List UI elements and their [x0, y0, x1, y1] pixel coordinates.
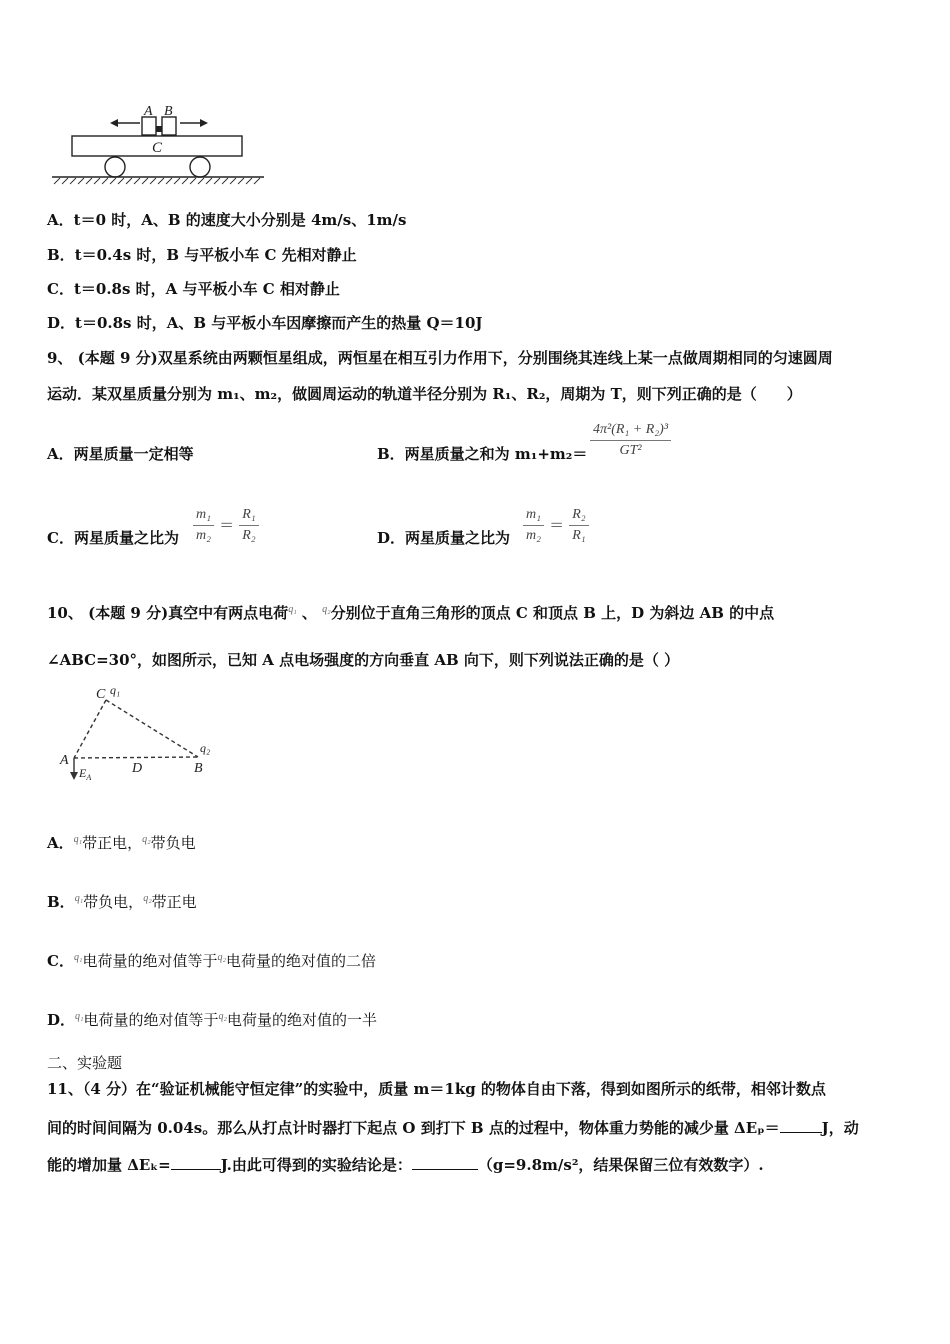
q10-option-c-p2: 电荷量的绝对值的二倍 — [225, 952, 376, 970]
arrow-right-head — [200, 119, 208, 127]
field-arrow-head — [70, 772, 78, 780]
q11-blank-2[interactable] — [171, 1153, 221, 1170]
side-ab — [74, 757, 198, 758]
fig-label-ea: $E_A$ — [79, 766, 92, 782]
q9-option-b-denominator: GT² — [619, 443, 642, 458]
q11-line3-a: 能的增加量 ΔEₖ= — [47, 1156, 171, 1174]
q8-option-c-text: t＝0.8s 时，A 与平板小车 C 相对静止 — [73, 280, 340, 298]
label-a: A — [144, 104, 153, 119]
q10-stem-suffix: 分别位于直角三角形的顶点 C 和顶点 B 上，D 为斜边 AB 的中点 — [330, 604, 775, 622]
q10-option-c-letter: C． — [47, 952, 74, 970]
q10-stem-line1 — [47, 600, 774, 623]
q10-option-c — [47, 948, 376, 971]
side-cb — [106, 700, 198, 757]
q10-option-a-q2: q₂ — [142, 834, 151, 845]
q8-option-a-letter: A． — [47, 211, 74, 229]
fig-label-a: A — [60, 753, 69, 768]
q8-option-b-letter: B． — [47, 246, 75, 264]
fig-label-q1: q₁ — [110, 683, 121, 697]
q11-line2 — [47, 1116, 859, 1138]
q10-option-a — [47, 830, 196, 853]
q10-option-b-letter: B． — [47, 893, 75, 911]
fig-label-c: C — [96, 687, 106, 702]
q9-stem-line2: 运动．某双星质量分别为 m₁、m₂，做圆周运动的轨道半径分别为 R₁、R₂，周期为 T，则下列正确的是（ ） — [47, 385, 802, 403]
q11-line1: 11、（4 分）在“验证机械能守恒定律”的实验中，质量 m＝1kg 的物体自由下落，得到如图所示的纸带，相邻计数点 — [47, 1080, 826, 1098]
q10-option-b — [47, 889, 197, 912]
q8-option-d-text: t＝0.8s 时，A、B 与平板小车因摩擦而产生的热量 Q＝10J — [75, 314, 483, 332]
q8-option-c-letter: C． — [47, 280, 74, 298]
q8-option-a-text: t＝0 时，A、B 的速度大小分别是 4m/s、1m/s — [73, 211, 407, 229]
triangle-figure — [48, 680, 228, 790]
fig-label-d: D — [132, 761, 143, 776]
q9-option-c-formula — [193, 505, 259, 546]
q9-d-r1: R₁ — [572, 528, 586, 543]
q10-option-a-q1: q₁ — [73, 834, 83, 845]
q9-option-c: C．两星质量之比为 — [47, 529, 179, 547]
section-title: 二、实验题 — [47, 1054, 123, 1072]
q8-option-d-letter: D． — [47, 314, 76, 332]
cart-figure — [48, 98, 270, 190]
q10-option-a-p1: 带正电， — [82, 834, 143, 852]
q9-stem-line1: 9、 (本题 9 分)双星系统由两颗恒星组成，两恒星在相互引力作用下，分别围绕其连线上某一点做周期相同的匀速圆周 — [47, 349, 833, 367]
q10-option-b-q2: q₂ — [143, 893, 152, 904]
q11-blank-1[interactable] — [780, 1116, 822, 1133]
q9-option-a: A．两星质量一定相等 — [47, 445, 194, 463]
q10-option-c-q1: q₁ — [73, 952, 83, 963]
ground-hatch — [54, 178, 260, 184]
q9-option-b-numerator: 4π²(R₁ + R₂)³ — [590, 420, 671, 441]
q10-option-d-q1: q₁ — [75, 1011, 84, 1022]
q10-stem-mid: 、 — [301, 604, 317, 622]
q10-option-c-p1: 电荷量的绝对值等于 — [82, 952, 218, 970]
q11-line3-c: （g=9.8m/s²，结果保留三位有效数字）. — [477, 1156, 764, 1174]
q11-line3-b: J.由此可得到的实验结论是： — [220, 1156, 412, 1174]
q10-stem-q2: q₂ — [322, 604, 331, 615]
q10-option-b-p1: 带负电， — [83, 893, 144, 911]
q11-line3 — [47, 1153, 764, 1175]
q10-stem-line2: ∠ABC=30°，如图所示，已知 A 点电场强度的方向垂直 AB 向下，则下列说法正确的是（ ） — [47, 651, 680, 669]
q10-option-b-q1: q₁ — [74, 893, 84, 904]
block-b — [162, 117, 176, 135]
q10-option-d-p1: 电荷量的绝对值等于 — [83, 1011, 219, 1029]
q9-option-d: D．两星质量之比为 — [377, 529, 511, 547]
q9-d-m1: m₁ — [523, 505, 544, 526]
q10-stem-prefix: 10、 (本题 9 分)真空中有两点电荷 — [47, 604, 289, 622]
arrow-left-head — [110, 119, 118, 127]
q10-option-d-q2: q₂ — [218, 1011, 227, 1022]
q8-option-b — [47, 245, 357, 265]
q10-option-d — [47, 1007, 377, 1030]
fig-label-q2: q₂ — [200, 741, 211, 755]
fig-label-b: B — [194, 761, 203, 776]
q9-option-b: B．两星质量之和为 m₁+m₂＝ — [377, 445, 588, 463]
q11-line2-a: 间的时间间隔为 0.04s。那么从打点计时器打下起点 O 到打下 B 点的过程中，物体重力势能的减少量 ΔEₚ＝ — [47, 1119, 780, 1137]
wheel-left — [105, 157, 125, 177]
q9-c-m1: m₁ — [193, 505, 214, 526]
q8-option-c — [47, 279, 340, 299]
q8-option-b-text: t＝0.4s 时，B 与平板小车 C 先相对静止 — [74, 246, 357, 264]
q10-option-b-p2: 带正电 — [151, 893, 197, 911]
wheel-right — [190, 157, 210, 177]
q11-line2-b: J，动 — [821, 1119, 859, 1137]
block-a — [142, 117, 156, 135]
q10-option-a-letter: A． — [47, 834, 74, 852]
q11-blank-3[interactable] — [412, 1153, 478, 1170]
q10-option-d-p2: 电荷量的绝对值的一半 — [227, 1011, 378, 1029]
q9-c-equals: ＝ — [219, 516, 235, 534]
q9-c-m2: m₂ — [196, 528, 211, 543]
q10-option-c-q2: q₂ — [217, 952, 226, 963]
side-ca — [74, 700, 106, 758]
q10-option-a-p2: 带负电 — [150, 834, 196, 852]
q9-d-r2: R₂ — [569, 505, 588, 526]
q9-option-b-fraction — [590, 420, 671, 461]
q9-option-d-formula — [523, 505, 589, 546]
q9-d-m2: m₂ — [526, 528, 541, 543]
q8-option-d — [47, 313, 483, 333]
q10-stem-q1: q₁ — [288, 604, 297, 615]
q9-d-equals: ＝ — [549, 516, 565, 534]
label-b: B — [164, 104, 173, 119]
q10-option-d-letter: D． — [47, 1011, 76, 1029]
q9-c-r1: R₁ — [239, 505, 258, 526]
block-spacer — [156, 126, 162, 132]
q9-c-r2: R₂ — [242, 528, 256, 543]
q8-option-a — [47, 210, 406, 230]
label-c: C — [152, 140, 163, 156]
